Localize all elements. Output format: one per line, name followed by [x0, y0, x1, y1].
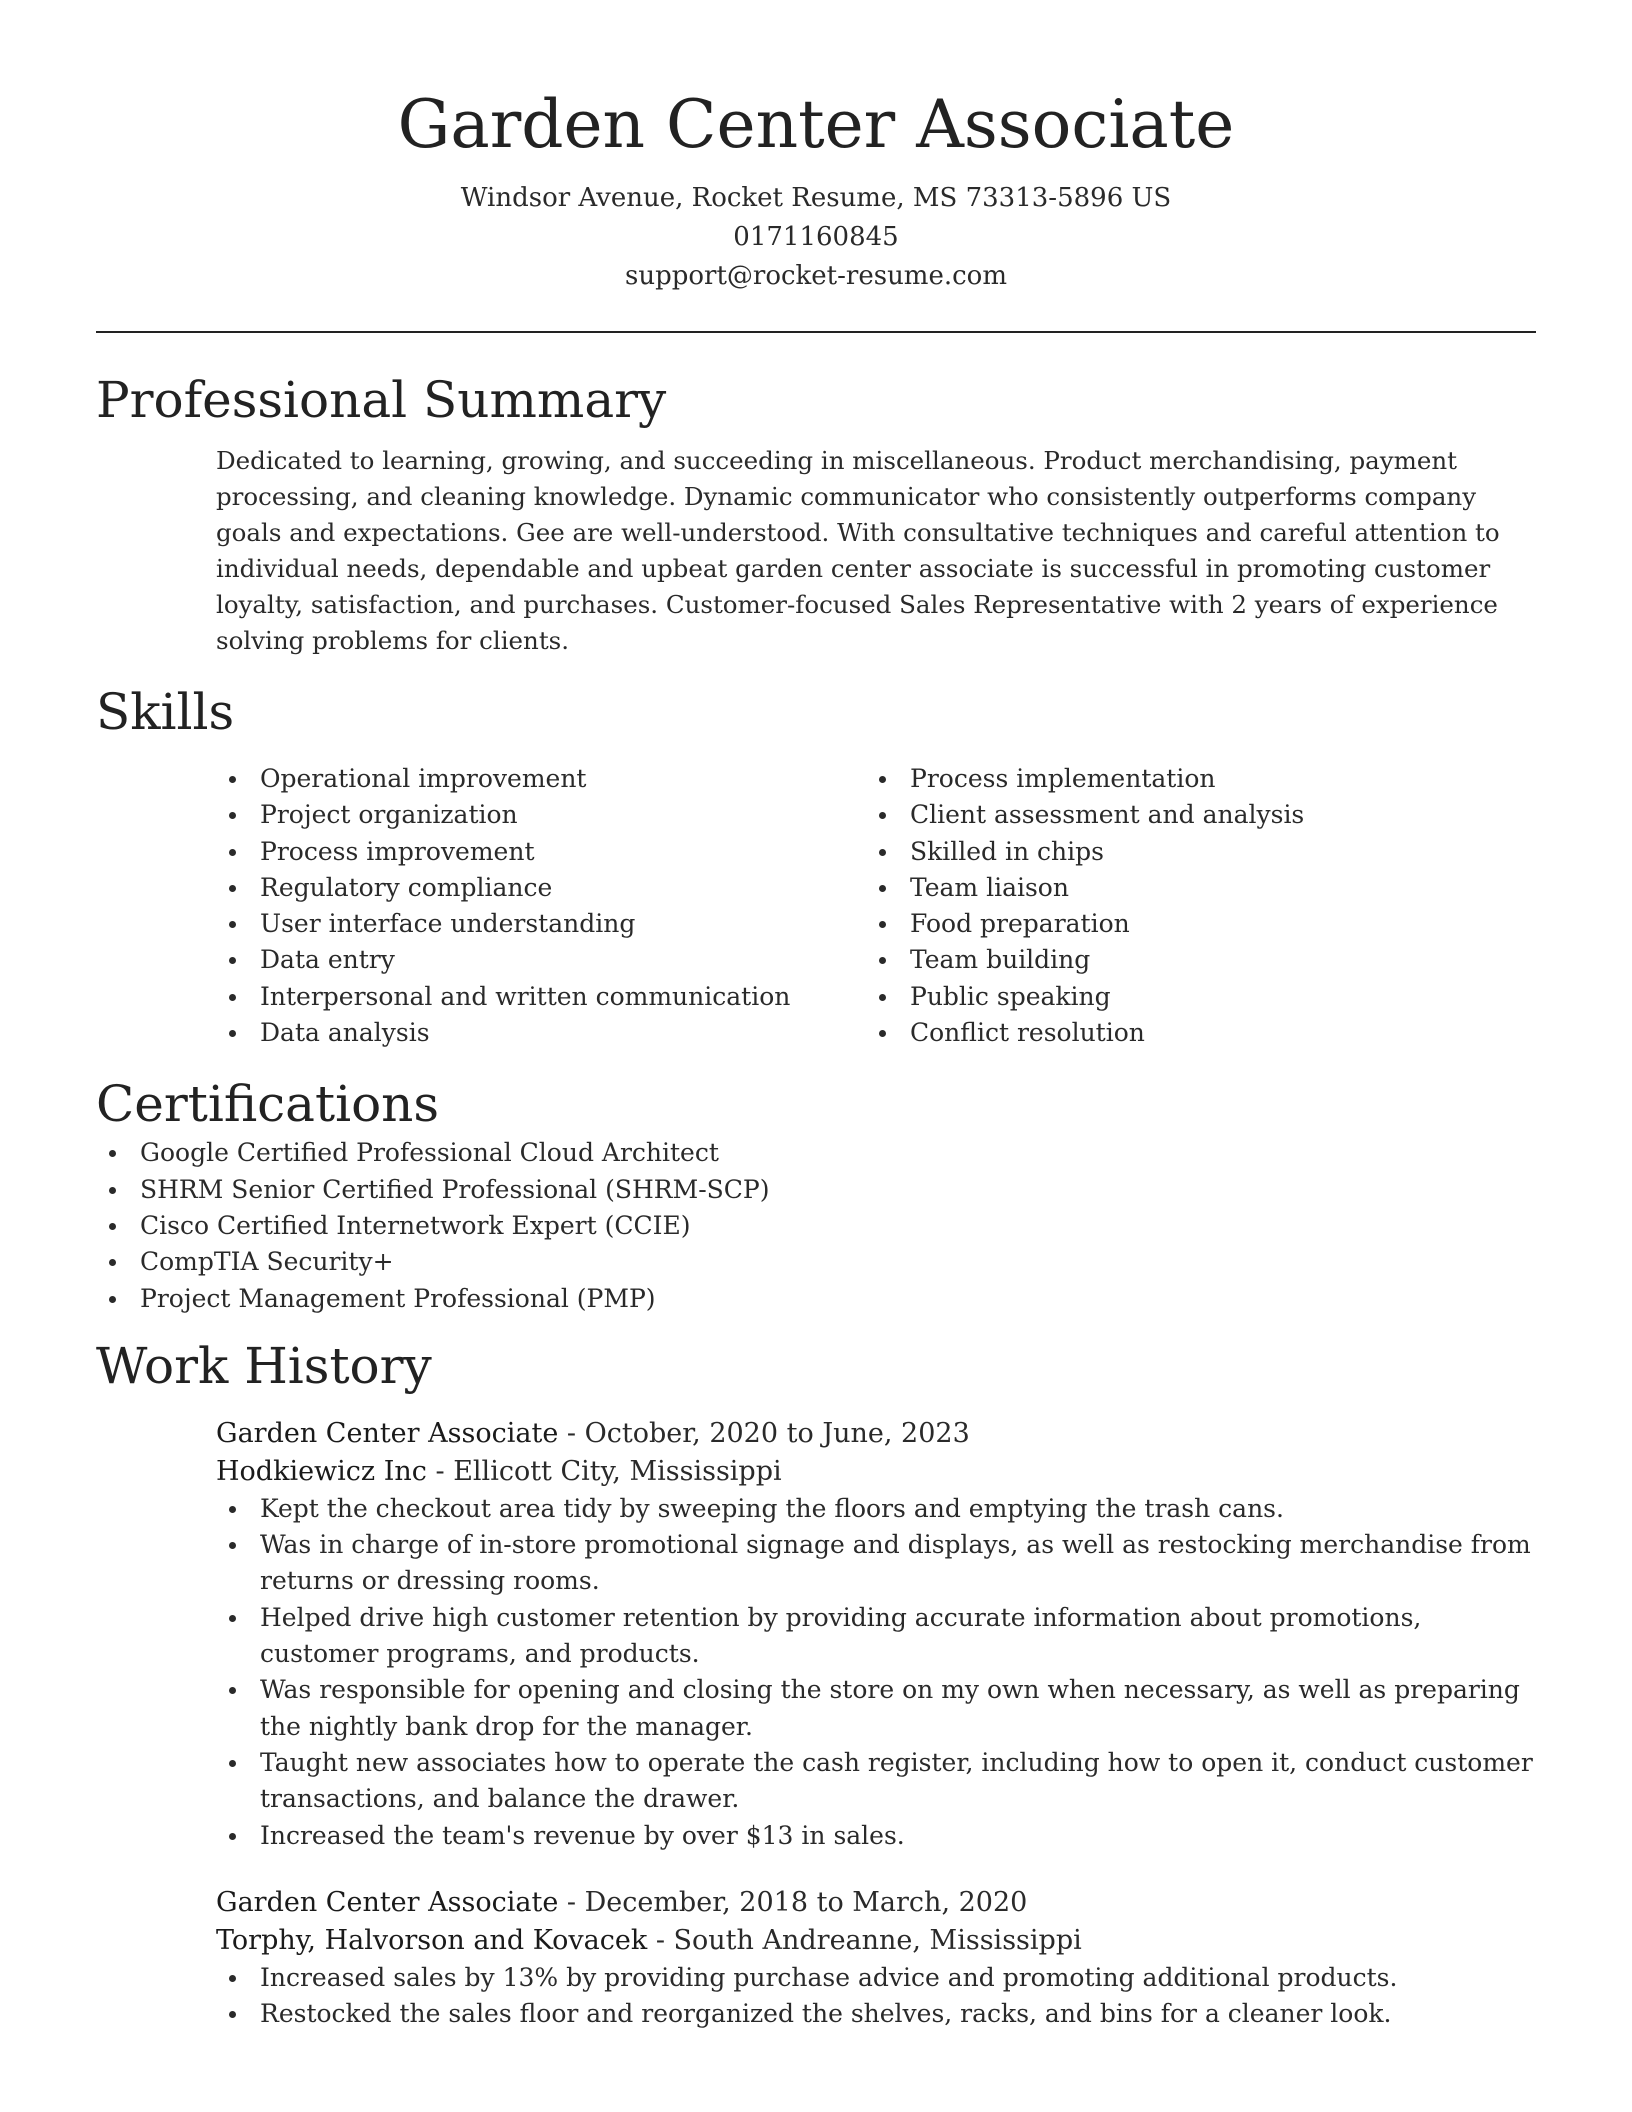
skills-heading: Skills	[96, 683, 235, 741]
skill-item: Team liaison	[866, 870, 1304, 906]
job-duty-item: Was responsible for opening and closing the store on my own when necessary, as well as preparing the nightly bank drop for the manager.	[216, 1672, 1536, 1745]
job-role: Garden Center Associate	[216, 1417, 559, 1449]
job-location: - South Andreanne, Mississippi	[647, 1924, 1082, 1956]
header-divider	[96, 331, 1536, 333]
skill-item: Process improvement	[216, 834, 866, 870]
job-dates: - December, 2018 to March, 2020	[558, 1886, 1028, 1918]
work-history-heading: Work History	[96, 1336, 432, 1395]
skill-item: Data entry	[216, 942, 866, 978]
contact-block	[96, 179, 1536, 296]
skill-item: Data analysis	[216, 1015, 866, 1051]
certification-item: SHRM Senior Certified Professional (SHRM-SCP)	[96, 1172, 1536, 1208]
job-duty-item: Taught new associates how to operate the cash register, including how to open it, conduct customer transactions, and balance the drawer.	[216, 1745, 1536, 1818]
skill-item: Process implementation	[866, 761, 1304, 797]
job-duty-item: Kept the checkout area tidy by sweeping the floors and emptying the trash cans.	[216, 1491, 1536, 1527]
summary-text: Dedicated to learning, growing, and succeeding in miscellaneous. Product merchandising, payment processing, and cleaning knowledge. Dynamic communicator who consistently outperforms company goals and expectations. Gee are well-understood. With consultative techniques and careful attention to individual needs, dependable and upbeat garden center associate is successful in promoting customer loyalty, satisfaction, and purchases. Customer-focused Sales Representative with 2 years of experience solving problems for clients.	[216, 446, 1500, 655]
job-company: Hodkiewicz Inc	[216, 1455, 427, 1487]
job-entry	[216, 1884, 1536, 2033]
job-duty-item: Increased sales by 13% by providing purchase advice and promoting additional products.	[216, 1960, 1536, 1996]
job-title-line	[216, 1884, 1536, 1922]
job-title-line	[216, 1415, 1536, 1453]
job-duty-item: Helped drive high customer retention by providing accurate information about promotions, customer programs, and products.	[216, 1600, 1536, 1673]
certification-item: CompTIA Security+	[96, 1244, 1536, 1280]
job-duties-list	[216, 1960, 1536, 2033]
resume-page	[96, 0, 1536, 2032]
job-company-line	[216, 1922, 1536, 1960]
job-duty-item: Was in charge of in-store promotional signage and displays, as well as restocking merchandise from returns or dressing rooms.	[216, 1527, 1536, 1600]
skill-item: Client assessment and analysis	[866, 797, 1304, 833]
certification-item: Cisco Certified Internetwork Expert (CCIE)	[96, 1208, 1536, 1244]
summary-heading: Professional Summary	[96, 371, 667, 429]
job-dates: - October, 2020 to June, 2023	[558, 1417, 970, 1449]
skills-list	[216, 761, 1536, 1051]
skill-item: Public speaking	[866, 979, 1304, 1015]
candidate-name: Garden Center Associate	[397, 86, 1235, 163]
job-duty-item: Restocked the sales floor and reorganized the shelves, racks, and bins for a cleaner look.	[216, 1996, 1536, 2032]
job-entry	[216, 1415, 1536, 1854]
skills-column-left	[216, 761, 866, 1051]
certification-item: Project Management Professional (PMP)	[96, 1281, 1536, 1317]
skills-column-right	[866, 761, 1304, 1051]
skill-item: User interface understanding	[216, 906, 866, 942]
job-location: - Ellicott City, Mississippi	[426, 1455, 782, 1487]
skill-item: Food preparation	[866, 906, 1304, 942]
resume-header	[96, 0, 1536, 296]
certifications-list	[96, 1135, 1536, 1316]
skill-item: Regulatory compliance	[216, 870, 866, 906]
contact-address: Windsor Avenue, Rocket Resume, MS 73313-5896 US	[460, 183, 1172, 213]
skill-item: Project organization	[216, 797, 866, 833]
skill-item: Conflict resolution	[866, 1015, 1304, 1051]
job-company: Torphy, Halvorson and Kovacek	[216, 1924, 648, 1956]
certifications-heading: Certifications	[96, 1075, 440, 1134]
contact-phone: 0171160845	[733, 222, 899, 252]
skill-item: Skilled in chips	[866, 834, 1304, 870]
job-duties-list	[216, 1491, 1536, 1854]
certification-item: Google Certified Professional Cloud Architect	[96, 1135, 1536, 1171]
job-role: Garden Center Associate	[216, 1886, 559, 1918]
skill-item: Team building	[866, 942, 1304, 978]
skill-item: Operational improvement	[216, 761, 866, 797]
skill-item: Interpersonal and written communication	[216, 979, 866, 1015]
contact-email: support@rocket-resume.com	[624, 261, 1007, 291]
job-duty-item: Increased the team's revenue by over $13 in sales.	[216, 1818, 1536, 1854]
job-company-line	[216, 1453, 1536, 1491]
